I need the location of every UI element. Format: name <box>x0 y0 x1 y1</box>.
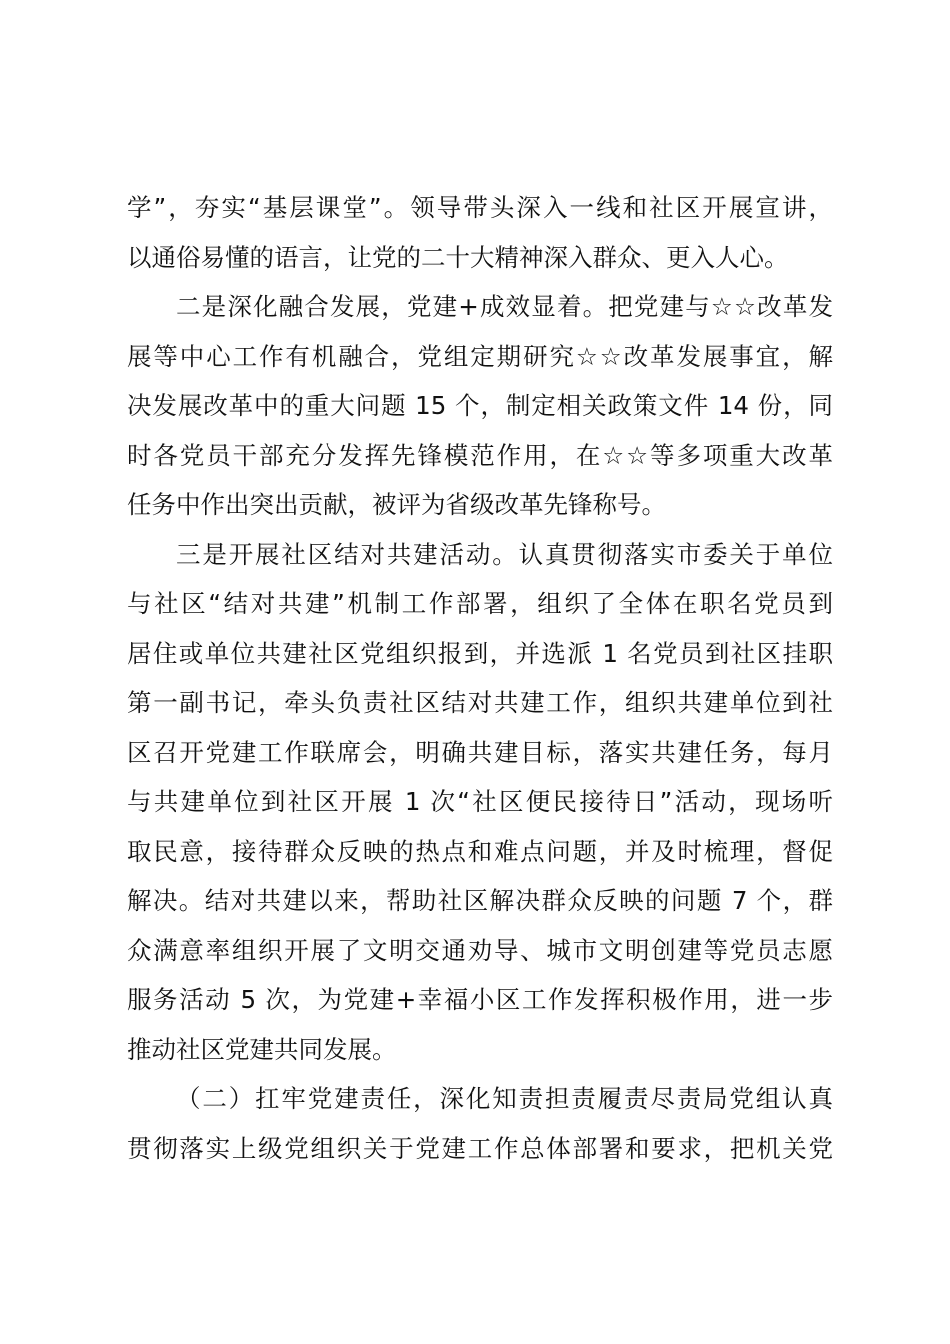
text-line: 第一副书记，牵头负责社区结对共建工作，组织共建单位到社 <box>127 688 833 717</box>
text-line: 居住或单位共建社区党组织报到，并选派 1 名党员到社区挂职 <box>127 638 833 668</box>
text-line: 与共建单位到社区开展 1 次“社区便民接待日”活动，现场听 <box>127 787 833 816</box>
paragraph-start-line: 二是深化融合发展，党建+成效显着。把党建与☆☆改革发 <box>176 292 833 321</box>
section-heading-line: （二）扛牢党建责任，深化知责担责履责尽责局党组认真 <box>176 1084 833 1113</box>
text-line: 区召开党建工作联席会，明确共建目标，落实共建任务，每月 <box>127 737 833 767</box>
text-line: 学”，夯实“基层课堂”。领导带头深入一线和社区开展宣讲， <box>127 193 833 222</box>
text-line: 展等中心工作有机融合，党组定期研究☆☆改革发展事宜，解 <box>127 341 833 371</box>
text-line: 以通俗易懂的语言，让党的二十大精神深入群众、更入人心。 <box>127 242 789 272</box>
text-line: 解决。结对共建以来，帮助社区解决群众反映的问题 7 个，群 <box>127 886 833 915</box>
body-text <box>127 183 833 1173</box>
text-line: 众满意率组织开展了文明交通劝导、城市文明创建等党员志愿 <box>127 935 833 965</box>
text-line: 贯彻落实上级党组织关于党建工作总体部署和要求，把机关党 <box>127 1133 833 1163</box>
text-line: 时各党员干部充分发挥先锋模范作用，在☆☆等多项重大改革 <box>127 440 833 470</box>
text-line: 与社区“结对共建”机制工作部署，组织了全体在职名党员到 <box>127 589 833 618</box>
paragraph-start-line: 三是开展社区结对共建活动。认真贯彻落实市委关于单位 <box>176 539 833 569</box>
text-line: 取民意，接待群众反映的热点和难点问题，并及时梳理，督促 <box>127 836 833 866</box>
text-line: 决发展改革中的重大问题 15 个，制定相关政策文件 14 份，同 <box>127 391 833 420</box>
text-line: 任务中作出突出贡献，被评为省级改革先锋称号。 <box>127 490 666 519</box>
text-line: 推动社区党建共同发展。 <box>127 1034 397 1064</box>
text-line: 服务活动 5 次，为党建+幸福小区工作发挥积极作用，进一步 <box>127 985 833 1014</box>
